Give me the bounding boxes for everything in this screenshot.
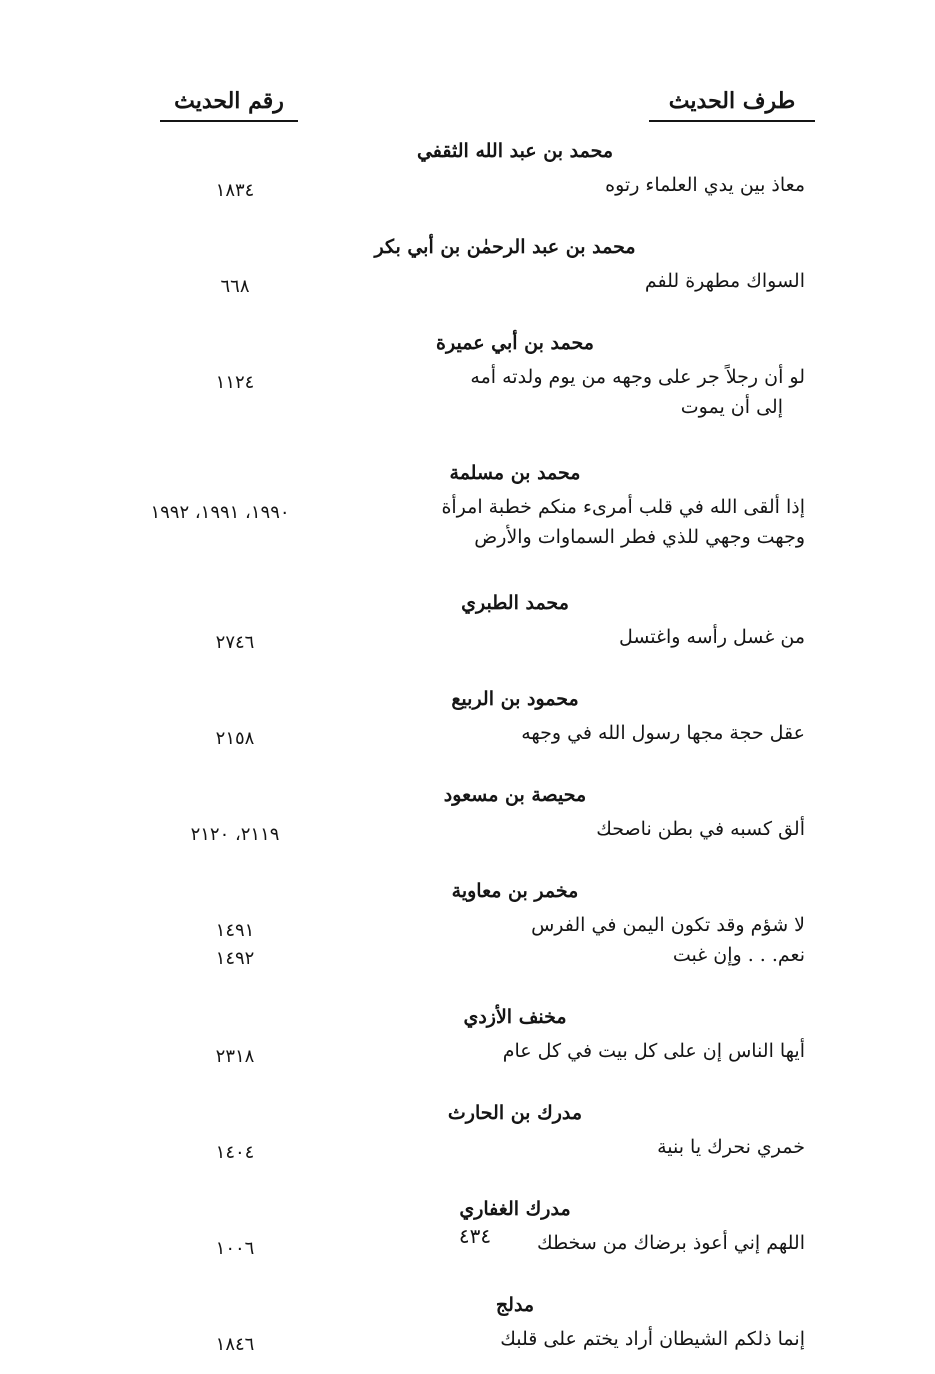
narrator-heading: مدرك الغفاري: [459, 1198, 571, 1220]
hadith-start-line-2: إلى أن يموت: [680, 396, 783, 418]
index-entry: [0, 262, 935, 300]
narrator-heading: مدرك بن الحارث: [447, 1102, 583, 1124]
hadith-number: ٦٦٨: [220, 276, 250, 297]
hadith-start: السواك مطهرة للفم: [644, 270, 805, 292]
column-header-hadith-start: طرف الحديث: [649, 88, 815, 122]
narrator-heading: مخمر بن معاوية: [451, 880, 579, 902]
hadith-start: نعم. . . وإن غبت: [672, 944, 805, 966]
hadith-number: ٢١١٩، ٢١٢٠: [190, 824, 280, 845]
hadith-number: ١٩٩٠، ١٩٩١، ١٩٩٢: [150, 502, 290, 523]
hadith-number: ١٤٠٤: [215, 1142, 255, 1163]
index-entry: [0, 618, 935, 656]
narrator-heading: محمد بن عبد الله الثقفي: [416, 140, 614, 162]
hadith-number: ٢٣١٨: [215, 1046, 255, 1067]
index-entry: [0, 906, 935, 944]
hadith-start: عقل حجة مجها رسول الله في وجهه: [521, 722, 805, 744]
hadith-start: [385, 362, 805, 422]
hadith-number: ١٠٠٦: [215, 1238, 255, 1259]
hadith-start: لا شؤم وقد تكون اليمن في الفرس: [531, 914, 805, 936]
page-number: ٤٣٤: [458, 1224, 492, 1248]
narrator-heading: محمود بن الربيع: [451, 688, 579, 710]
narrator-heading: محمد بن عبد الرحمٰن بن أبي بكر: [374, 236, 636, 258]
hadith-start: إنما ذلكم الشيطان أراد يختم على قلبك: [500, 1328, 805, 1350]
hadith-start: اللهم إني أعوذ برضاك من سخطك: [536, 1232, 805, 1254]
index-entry: [0, 488, 935, 560]
hadith-number: ١٨٣٤: [215, 180, 255, 201]
hadith-start: أيها الناس إن على كل بيت في كل عام: [502, 1040, 805, 1062]
hadith-start-line-1: إذا ألقى الله في قلب أمرىء منكم خطبة امرأة: [441, 496, 805, 518]
hadith-start: [385, 492, 805, 552]
hadith-start-line-2: وجهت وجهي للذي فطر السماوات والأرض: [474, 526, 805, 548]
index-entry: [0, 1320, 935, 1358]
hadith-number: ١٨٤٦: [215, 1334, 255, 1355]
hadith-number: ٢١٥٨: [215, 728, 255, 749]
hadith-start: معاذ بين يدي العلماء رتوه: [605, 174, 805, 196]
narrator-heading: مدلج: [495, 1294, 535, 1316]
hadith-start-line-1: لو أن رجلاً جر على وجهه من يوم ولدته أمه: [470, 366, 805, 388]
index-entry: [0, 1128, 935, 1166]
narrator-heading: محيصة بن مسعود: [443, 784, 587, 806]
index-entry: [0, 810, 935, 848]
index-entry: [0, 714, 935, 752]
narrator-heading: محمد بن مسلمة: [449, 462, 581, 484]
column-header-hadith-number: رقم الحديث: [160, 88, 298, 122]
hadith-number: ٢٧٤٦: [215, 632, 255, 653]
hadith-number: ١٤٩١: [215, 920, 255, 941]
narrator-heading: محمد بن أبي عميرة: [436, 332, 594, 354]
hadith-start: خمري نحرك يا بنية: [657, 1136, 805, 1158]
index-entry: [0, 166, 935, 204]
index-entry: [0, 944, 935, 974]
hadith-start: ألق كسبه في بطن ناصحك: [596, 818, 805, 840]
index-entry: [0, 1032, 935, 1070]
narrator-heading: مخنف الأزدي: [463, 1006, 567, 1028]
narrator-heading: محمد الطبري: [461, 592, 569, 614]
hadith-start: من غسل رأسه واغتسل: [618, 626, 805, 648]
index-entry: [0, 358, 935, 430]
hadith-number: ١١٢٤: [215, 372, 255, 393]
index-entries: [0, 130, 935, 1358]
hadith-number: ١٤٩٢: [215, 948, 255, 969]
